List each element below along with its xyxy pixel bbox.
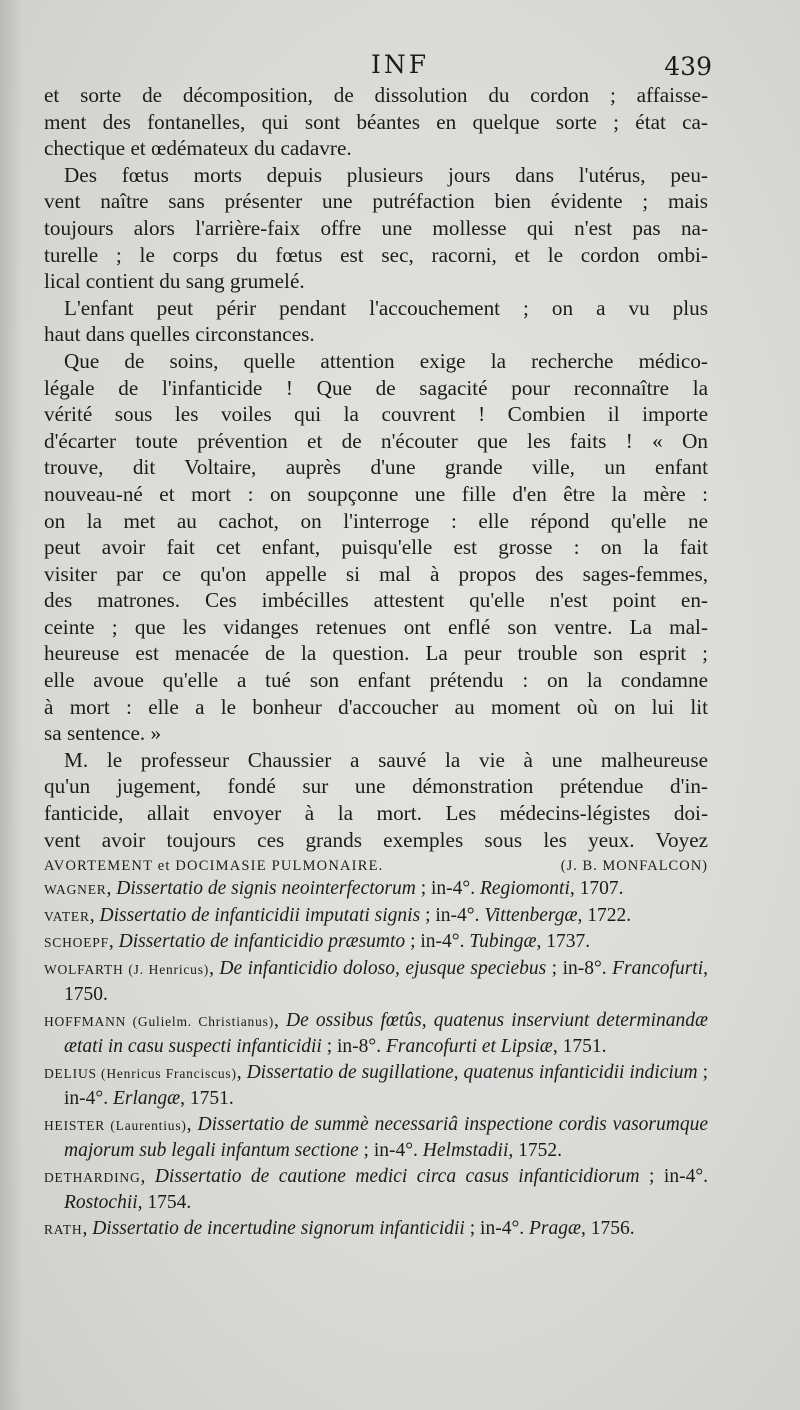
entry-place: Pragæ [529,1217,582,1239]
bibliography-entry: SCHOEPF, Dissertatio de infanticidio præsumto ; in-4°. Tubingæ, 1737. [44,931,591,952]
page-number: 439 [664,52,712,81]
text-line: lical contient du sang grumelé. [44,269,305,294]
entry-title: Dissertatio de cautione medici circa casus infanticidiorum [154,1165,640,1187]
entry-title: Dissertatio de summè necessariâ inspectione cordis vasorumque majorum sub legali infantum sectione [64,1113,708,1161]
bibliography-entry: HEISTER (Laurentius), Dissertatio de summè necessariâ inspectione cordis vasorumque majorum sub legali infantum sectione ; in-4°. Helmstadii, 1752. [44,1113,708,1161]
paragraph [44,295,708,348]
text-line: visiter par ce qu'on appelle si mal à propos des sages-femmes, [44,561,708,586]
bibliography-entry: VATER, Dissertatio de infanticidii imputati signis ; in-4°. Vittenbergæ, 1722. [44,904,632,926]
entry-format: in-4°. [663,1165,709,1187]
paragraph [44,747,708,880]
entry-place: Regiomonti [479,878,570,899]
entry-place: Francofurti et Lipsiæ [385,1036,553,1057]
bibliography-entry: WOLFARTH (J. Henricus), De infanticidio doloso, ejusque speciebus ; in-8°. Francofurti, 1750. [44,957,708,1005]
text-line: ment des fontanelles, qui sont béantes en quelque sorte ; état ca- [44,109,708,134]
entry-title: Dissertatio de infanticidio præsumto [118,931,406,952]
body-text [44,82,708,880]
running-head: INF [370,50,430,79]
entry-title: De infanticidio doloso, ejusque speciebus [219,957,547,979]
text-line: peut avoir fait cet enfant, puisqu'elle est grosse : on la fait [44,535,708,560]
paragraph [44,348,708,747]
entry-format: in-4°. [431,878,476,899]
page-gutter-shadow [0,0,22,1410]
entry-author: HOFFMANN (Gulielm. Christianus) [44,1013,274,1029]
bibliography [44,876,708,1242]
entry-year: 1751. [189,1088,234,1109]
text-line: Des fœtus morts depuis plusieurs jours dans l'utérus, peu- [64,162,708,187]
entry-title: Dissertatio de incertudine signorum infanticidii [92,1217,465,1239]
entry-year: 1722. [587,904,632,926]
paragraph [44,82,708,162]
bibliography-entry: RATH, Dissertatio de incertudine signorum infanticidii ; in-4°. Pragæ, 1756. [44,1217,635,1239]
text-line: qu'un jugement, fondé sur une démonstration prétendue d'in- [44,774,708,799]
entry-title: Dissertatio de sugillatione, quatenus infanticidii indicium [246,1061,698,1083]
text-line: haut dans quelles circonstances. [44,322,315,347]
text-line: vent naître sans présenter une putréfaction bien évidente ; mais [44,189,708,214]
entry-title: De ossibus fœtûs, quatenus inserviunt determinandæ ætati in casu suspecti infanticidii [64,1009,709,1057]
paragraph [44,162,708,295]
bibliography-entry: DETHARDING, Dissertatio de cautione medici circa casus infanticidiorum ; in-4°. Rostochii, 1754. [44,1165,709,1213]
text-line: on la met au cachot, on l'interroge : elle répond qu'elle ne [44,508,708,533]
text-line: Que de soins, quelle attention exige la recherche médico- [64,348,708,373]
entry-place: Helmstadii [422,1140,509,1161]
author-signature: (J. B. MONFALCON) [560,858,708,875]
bibliography-entry: DELIUS (Henricus Franciscus), Dissertatio de sugillatione, quatenus infanticidii indicium ; in-4°. Erlangæ, 1751. [44,1061,708,1109]
text-line: elle avoue qu'elle a tué son enfant prétendu : on la condamne [44,668,708,693]
entry-place: Rostochii [64,1192,138,1213]
text-line: et sorte de décomposition, de dissolution du cordon ; affaisse- [44,83,708,107]
entry-place: Francofurti [612,957,704,979]
text-line: chectique et œdémateux du cadavre. [44,136,352,161]
cross-reference: AVORTEMENT et DOCIMASIE PULMONAIRE. [44,858,384,875]
entry-author: DELIUS (Henricus Franciscus) [44,1065,237,1081]
entry-author: SCHOEPF [44,935,109,950]
text-line: trouve, dit Voltaire, auprès d'une grande ville, un enfant [44,455,708,480]
entry-place: Erlangæ [112,1088,181,1109]
entry-format: in-4°. [64,1088,109,1109]
text-line: vérité sous les voiles qui la couvrent ! Combien il importe [44,402,708,427]
entry-year: 1756. [590,1217,635,1239]
entry-place: Tubingæ [469,931,537,952]
text-line: toujours alors l'arrière-faix offre une mollesse qui n'est pas na- [44,215,708,240]
text-line: turelle ; le corps du fœtus est sec, racorni, et le cordon ombi- [44,242,708,267]
text-line: sa sentence. » [44,721,162,746]
entry-year: 1754. [147,1192,192,1213]
text-line: d'écarter toute prévention et de n'écouter que les faits ! « On [44,428,708,453]
text-line: ceinte ; que les vidanges retenues ont enflé son ventre. La mal- [44,614,708,639]
entry-author: WAGNER [44,882,107,897]
entry-author: DETHARDING [44,1169,141,1185]
bibliography-entry: WAGNER, Dissertatio de signis neointerfectorum ; in-4°. Regiomonti, 1707. [44,878,624,899]
entry-format: in-4°. [435,904,480,926]
text-line: M. le professeur Chaussier a sauvé la vie à une malheureuse [64,747,708,772]
entry-format: in-4°. [373,1140,418,1161]
entry-author: VATER [44,908,90,924]
text-line: des matrones. Ces imbécilles attestent qu'elle n'est point en- [44,588,708,613]
entry-year: 1752. [518,1140,563,1161]
entry-author: WOLFARTH (J. Henricus) [44,961,210,977]
entry-place: Vittenbergæ [484,904,578,926]
entry-title: Dissertatio de infanticidii imputati signis [99,904,421,926]
entry-year: 1751. [562,1036,607,1057]
entry-year: 1737. [546,931,591,952]
entry-author: HEISTER (Laurentius) [44,1117,187,1133]
entry-format: in-4°. [480,1217,525,1239]
text-line: fanticide, allait envoyer à la mort. Les médecins-légistes doi- [44,801,708,826]
text-line: à mort : elle a le bonheur d'accoucher au moment où on lui lit [44,694,708,719]
entry-author: RATH [44,1221,83,1237]
entry-year: 1750. [64,984,108,1005]
entry-format: in-4°. [420,931,465,952]
text-line: nouveau-né et mort : on soupçonne une fille d'en être la mère : [44,481,708,506]
text-line: vent avoir toujours ces grands exemples sous les yeux. Voyez [44,827,708,852]
bibliography-entry: HOFFMANN (Gulielm. Christianus), De ossibus fœtûs, quatenus inserviunt determinandæ ætati in casu suspecti infanticidii ; in-8°. Francofurti et Lipsiæ, 1751. [44,1009,709,1057]
text-line: légale de l'infanticide ! Que de sagacité pour reconnaître la [44,375,708,400]
text-line: L'enfant peut périr pendant l'accouchement ; on a vu plus [64,295,708,320]
entry-year: 1707. [579,878,624,899]
text-line: heureuse est menacée de la question. La peur trouble son esprit ; [44,641,708,666]
entry-title: Dissertatio de signis neointerfectorum [116,878,416,899]
entry-format: in-8°. [337,1036,382,1057]
entry-format: in-8°. [562,957,607,979]
